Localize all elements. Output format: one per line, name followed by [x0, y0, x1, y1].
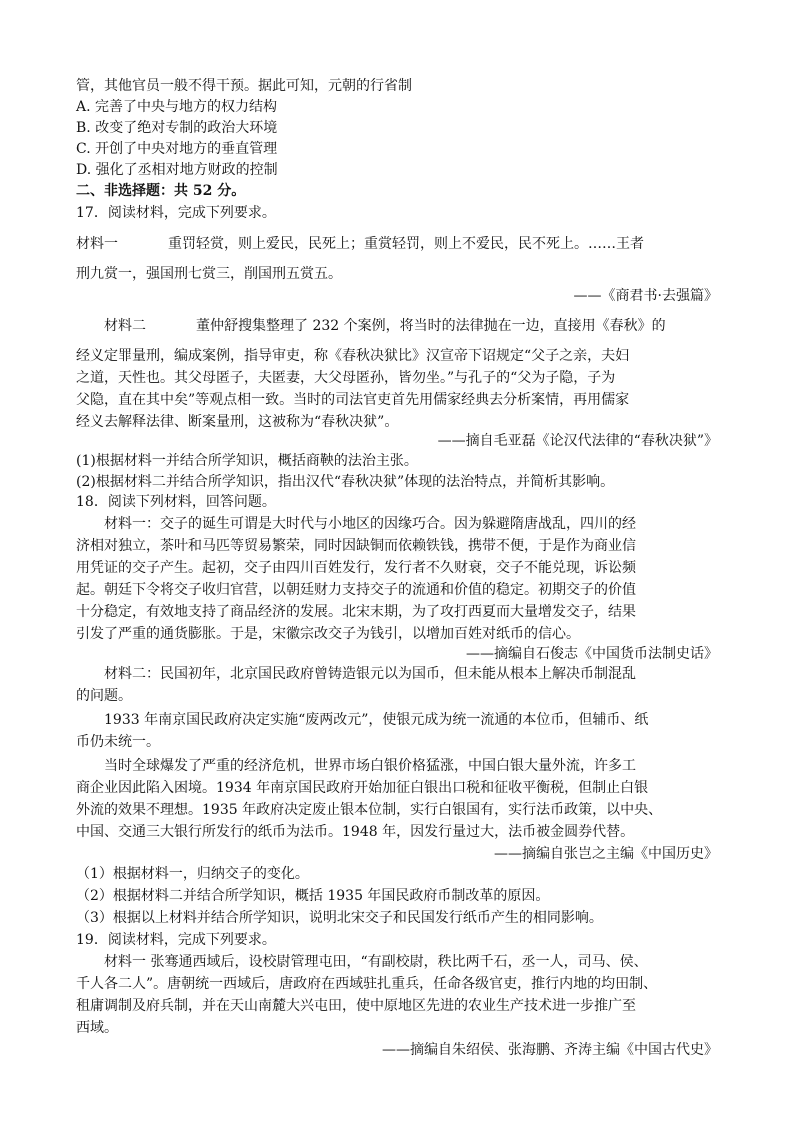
q16-option-d: D. 强化了丞相对地方财政的控制	[76, 162, 278, 178]
q18-material1-line: 用凭证的交子产生。起初，交子由四川百姓发行，发行者不久财衰，交子不能兑现，诉讼频	[76, 560, 636, 576]
q17-question-1: (1)根据材料一并结合所学知识，概括商鞅的法治主张。	[76, 453, 418, 469]
q16-option-b: B. 改变了绝对专制的政治大环境	[76, 120, 278, 136]
q17-material2-line4: 父隐，直在其中矣”等观点相一致。当时的司法官吏首先用儒家经典去分析案情，再用儒家	[76, 392, 630, 408]
q18-material1-line: 济相对独立，茶叶和马匹等贸易繁荣，同时因缺铜而依赖铁钱，携带不便，于是作为商业信	[76, 538, 636, 554]
q18-material1-source: ——摘编自石俊志《中国货币法制史话》	[466, 646, 718, 662]
q17-material2-line2: 经义定罪量刑，编成案例，指导审吏，称《春秋决狱比》汉宣帝下诏规定“父子之亲，夫妇	[76, 348, 630, 364]
q18-material2-line: 中国、交通三大银行所发行的纸币为法币。1948 年，因发行量过大，法币被金圆券代替。	[76, 824, 635, 840]
q17-question-2: (2)根据材料二并结合所学知识，指出汉代“春秋决狱”体现的法治特点，并简析其影响。	[76, 474, 615, 490]
q17-material2-line5: 经义去解释法律、断案量刑，这被称为“春秋决狱”。	[76, 414, 399, 430]
q18-material1-line: 起。朝廷下令将交子收归官营，以朝廷财力支持交子的流通和价值的稳定。初期交子的价值	[76, 582, 636, 598]
section-heading: 二、非选择题：共 52 分。	[76, 183, 246, 199]
q18-material1-line: 十分稳定，有效地支持了商品经济的发展。北宋末期，为了攻打西夏而大量增发交子，结果	[76, 604, 636, 620]
q19-material1-line: 西域。	[76, 1020, 118, 1036]
material-text: 重罚轻赏，则上爱民，民死上；重赏轻罚，则上不爱民，民不死上。……王者	[168, 236, 644, 252]
q19-material1-line: 千人各二人”。唐朝统一西域后，唐政府在西域驻扎重兵，任命各级官吏，推行内地的均田制、	[76, 976, 658, 992]
q17-material2-line1	[104, 316, 666, 336]
q18-material2-line: 商企业因此陷入困境。1934 年南京国民政府开始加征白银出口税和征收平衡税，但制止白银	[76, 780, 649, 796]
q18-question-2: （2）根据材料二并结合所学知识，概括 1935 年国民政府币制改革的原因。	[76, 888, 550, 904]
q17-material1-line1	[76, 234, 644, 254]
material-text: 董仲舒搜集整理了 232 个案例，将当时的法律抛在一边，直接用《春秋》的	[196, 318, 666, 334]
q18-title: 18．阅读下列材料，回答问题。	[76, 494, 276, 510]
q19-material1-source: ——摘编自朱绍侯、张海鹏、齐涛主编《中国古代史》	[382, 1042, 718, 1058]
material-label: 材料二	[104, 318, 146, 334]
q18-material2-line: 1933 年南京国民政府决定实施“废两改元”，使银元成为统一流通的本位币，但辅币、纸	[104, 712, 649, 728]
q18-question-1: （1）根据材料一，归纳交子的变化。	[76, 866, 309, 882]
q19-material1-line: 租庸调制及府兵制，并在天山南麓大兴屯田，使中原地区先进的农业生产技术进一步推广至	[76, 998, 636, 1014]
q18-material2-line: 材料二：民国初年，北京国民政府曾铸造银元以为国币，但未能从根本上解决币制混乱	[104, 666, 636, 682]
q17-material2-line3: 之道，天性也。其父母匿子，夫匿妻，大父母匿孙，皆勿坐。”与孔子的“父为子隐，子为	[76, 370, 616, 386]
q18-material2-line: 的问题。	[76, 688, 132, 704]
material-label: 材料一	[76, 236, 118, 252]
q17-title: 17．阅读材料，完成下列要求。	[76, 205, 276, 221]
q17-material1-line2: 刑九赏一，强国刑七赏三，削国刑五赏五。	[76, 266, 342, 282]
q18-material2-line: 外流的效果不理想。1935 年政府决定废止银本位制，实行白银国有，实行法币政策，以中央、	[76, 802, 663, 818]
q18-material2-line: 当时全球爆发了严重的经济危机，世界市场白银价格猛涨，中国白银大量外流，许多工	[104, 758, 636, 774]
q16-option-c: C. 开创了中央对地方的垂直管理	[76, 141, 278, 157]
q18-material2-source: ——摘编自张岂之主编《中国历史》	[494, 846, 718, 862]
q16-option-a: A. 完善了中央与地方的权力结构	[76, 99, 278, 115]
q17-material1-source: ——《商君书·去强篇》	[573, 288, 718, 304]
q18-material2-line: 币仍未统一。	[76, 734, 160, 750]
q18-material1-line: 材料一：交子的诞生可谓是大时代与小地区的因缘巧合。因为躲避隋唐战乱，四川的经	[104, 516, 636, 532]
q18-question-3: （3）根据以上材料并结合所学知识，说明北宋交子和民国发行纸币产生的相同影响。	[76, 910, 603, 926]
q16-stem-end: 管，其他官员一般不得干预。据此可知，元朝的行省制	[76, 78, 412, 94]
q19-title: 19．阅读材料，完成下列要求。	[76, 932, 276, 948]
q17-material2-source: ——摘自毛亚磊《论汉代法律的“春秋决狱”》	[437, 433, 718, 449]
q19-material1-line: 材料一 张骞通西域后，设校尉管理屯田，“有副校尉，秩比两千石，丞一人，司马、侯、	[104, 954, 648, 970]
q18-material1-line: 引发了严重的通货膨胀。于是，宋徽宗改交子为钱引，以增加百姓对纸币的信心。	[76, 626, 580, 642]
